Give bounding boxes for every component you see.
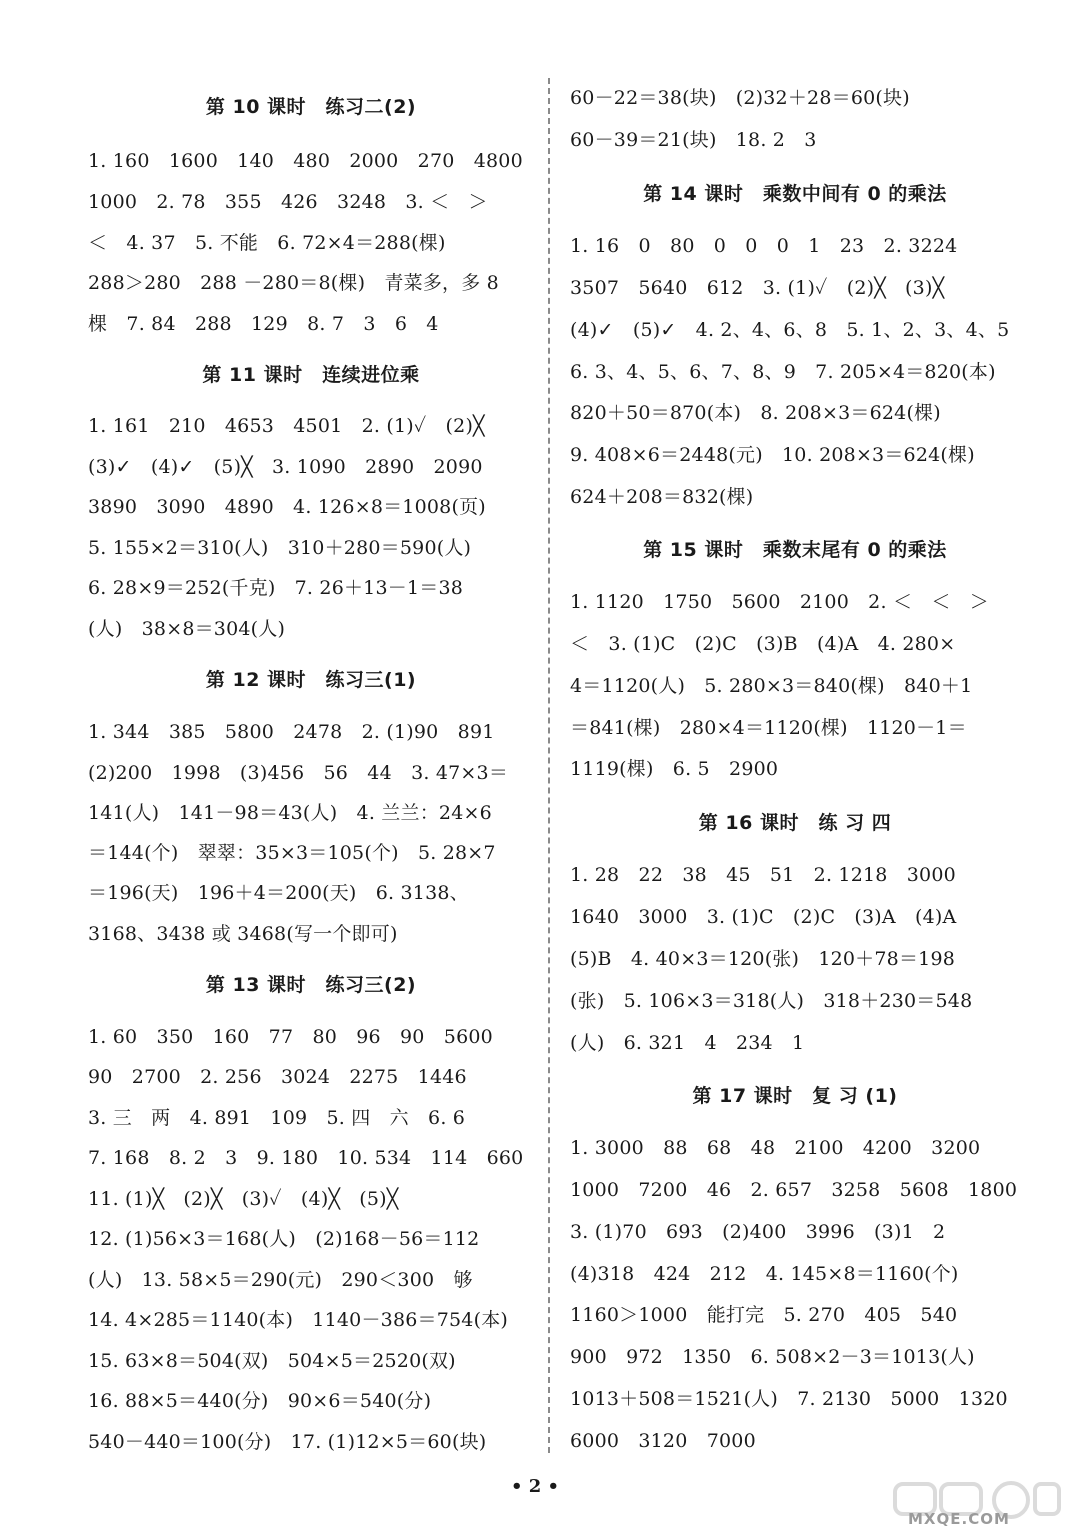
section-heading: 第 17 课时 复 习 (1)	[692, 1085, 898, 1107]
answer-line: 1. 60 350 160 77 80 96 90 5600	[88, 1026, 493, 1048]
page-number: • 2 •	[510, 1476, 560, 1497]
answer-line: 棵 7. 84 288 129 8. 7 3 6 4	[88, 313, 439, 335]
answer-line: 540－440＝100(分) 17. (1)12×5＝60(块)	[88, 1431, 487, 1453]
answer-line: (4)✓ (5)✓ 4. 2、4、6、8 5. 1、2、3、4、5	[570, 319, 1010, 341]
section-heading: 第 15 课时 乘数末尾有 0 的乘法	[643, 539, 947, 561]
answer-line: 1. 161 210 4653 4501 2. (1)✓ (2)╳	[88, 415, 485, 437]
answer-line: 1640 3000 3. (1)C (2)C (3)A (4)A	[570, 906, 957, 928]
answer-line: 288＞280 288 －280＝8(棵) 青菜多，多 8	[88, 272, 499, 294]
answer-line: 141(人) 141－98＝43(人) 4. 兰兰：24×6	[88, 802, 492, 824]
answer-line: 9. 408×6＝2448(元) 10. 208×3＝624(棵)	[570, 444, 975, 466]
section-heading: 第 13 课时 练习三(2)	[205, 974, 417, 996]
answer-line: 7. 168 8. 2 3 9. 180 10. 534 114 660	[88, 1147, 524, 1169]
answer-line: ＝144(个) 翠翠：35×3＝105(个) 5. 28×7	[88, 842, 496, 864]
answer-line: (4)318 424 212 4. 145×8＝1160(个)	[570, 1263, 959, 1285]
section-heading: 第 10 课时 练习二(2)	[205, 96, 417, 118]
answer-line: 15. 63×8＝504(双) 504×5＝2520(双)	[88, 1350, 456, 1372]
answer-line: 3. (1)70 693 (2)400 3996 (3)1 2	[570, 1221, 946, 1243]
answer-line: (人) 13. 58×5＝290(元) 290＜300 够	[88, 1269, 473, 1291]
section-heading: 第 12 课时 练习三(1)	[205, 669, 417, 691]
answer-line: 1000 7200 46 2. 657 3258 5608 1800	[570, 1179, 1018, 1201]
answer-line: 6. 28×9＝252(千克) 7. 26＋13－1＝38	[88, 577, 464, 599]
answer-line: 60－39＝21(块) 18. 2 3	[570, 129, 817, 151]
column-divider	[548, 78, 550, 1453]
answer-line: 14. 4×285＝1140(本) 1140－386＝754(本)	[88, 1309, 509, 1331]
answer-line: 1. 16 0 80 0 0 0 1 23 2. 3224	[570, 235, 958, 257]
answer-line: 6. 3、4、5、6、7、8、9 7. 205×4＝820(本)	[570, 361, 996, 383]
answer-line: 1. 3000 88 68 48 2100 4200 3200	[570, 1137, 981, 1159]
section-heading: 第 14 课时 乘数中间有 0 的乘法	[643, 183, 947, 205]
answer-line: (张) 5. 106×3＝318(人) 318＋230＝548	[570, 990, 973, 1012]
answer-line: 4＝1120(人) 5. 280×3＝840(棵) 840＋1	[570, 675, 973, 697]
answer-line: ＜ 4. 37 5. 不能 6. 72×4＝288(棵)	[88, 232, 446, 254]
answer-line: 3168、3438 或 3468(写一个即可)	[88, 923, 398, 945]
answer-line: 1. 344 385 5800 2478 2. (1)90 891	[88, 721, 495, 743]
answer-line: 1119(棵) 6. 5 2900	[570, 758, 779, 780]
answer-line: 1160＞1000 能打完 5. 270 405 540	[570, 1304, 958, 1326]
answer-line: (2)200 1998 (3)456 56 44 3. 47×3＝	[88, 762, 509, 784]
answer-line: 6000 3120 7000	[570, 1430, 756, 1452]
answer-line: 16. 88×5＝440(分) 90×6＝540(分)	[88, 1390, 432, 1412]
section-heading: 第 16 课时 练 习 四	[698, 812, 892, 834]
section-heading: 第 11 课时 连续进位乘	[202, 364, 420, 386]
answer-line: (人) 6. 321 4 234 1	[570, 1032, 805, 1054]
answer-line: 5. 155×2＝310(人) 310＋280＝590(人)	[88, 537, 472, 559]
answer-line: 1. 1120 1750 5600 2100 2. ＜ ＜ ＞	[570, 591, 989, 613]
answer-line: (人) 38×8＝304(人)	[88, 618, 286, 640]
answer-line: 1. 160 1600 140 480 2000 270 4800	[88, 150, 523, 172]
answer-line: 900 972 1350 6. 508×2－3＝1013(人)	[570, 1346, 975, 1368]
answer-line: 820＋50＝870(本) 8. 208×3＝624(棵)	[570, 402, 941, 424]
answer-line: 3. 三 两 4. 891 109 5. 四 六 6. 6	[88, 1107, 466, 1129]
answer-line: 1000 2. 78 355 426 3248 3. ＜ ＞	[88, 191, 488, 213]
answer-line: 3507 5640 612 3. (1)✓ (2)╳ (3)╳	[570, 277, 945, 299]
answer-line: 1. 28 22 38 45 51 2. 1218 3000	[570, 864, 956, 886]
answer-line: 624＋208＝832(棵)	[570, 486, 754, 508]
answer-line: (3)✓ (4)✓ (5)╳ 3. 1090 2890 2090	[88, 456, 483, 478]
answer-line: 60－22＝38(块) (2)32＋28＝60(块)	[570, 87, 910, 109]
answer-line: ＝196(天) 196＋4＝200(天) 6. 3138、	[88, 882, 469, 904]
answer-line: 11. (1)╳ (2)╳ (3)✓ (4)╳ (5)╳	[88, 1188, 399, 1210]
answer-line: (5)B 4. 40×3＝120(张) 120＋78＝198	[570, 948, 956, 970]
answer-line: 90 2700 2. 256 3024 2275 1446	[88, 1066, 467, 1088]
watermark-text: MXQE.COM	[908, 1510, 1010, 1528]
answer-line: ＝841(棵) 280×4＝1120(棵) 1120－1＝	[570, 717, 967, 739]
answer-line: ＜ 3. (1)C (2)C (3)B (4)A 4. 280×	[570, 633, 956, 655]
answer-line: 1013＋508＝1521(人) 7. 2130 5000 1320	[570, 1388, 1008, 1410]
answer-line: 12. (1)56×3＝168(人) (2)168－56＝112	[88, 1228, 480, 1250]
answer-line: 3890 3090 4890 4. 126×8＝1008(页)	[88, 496, 486, 518]
